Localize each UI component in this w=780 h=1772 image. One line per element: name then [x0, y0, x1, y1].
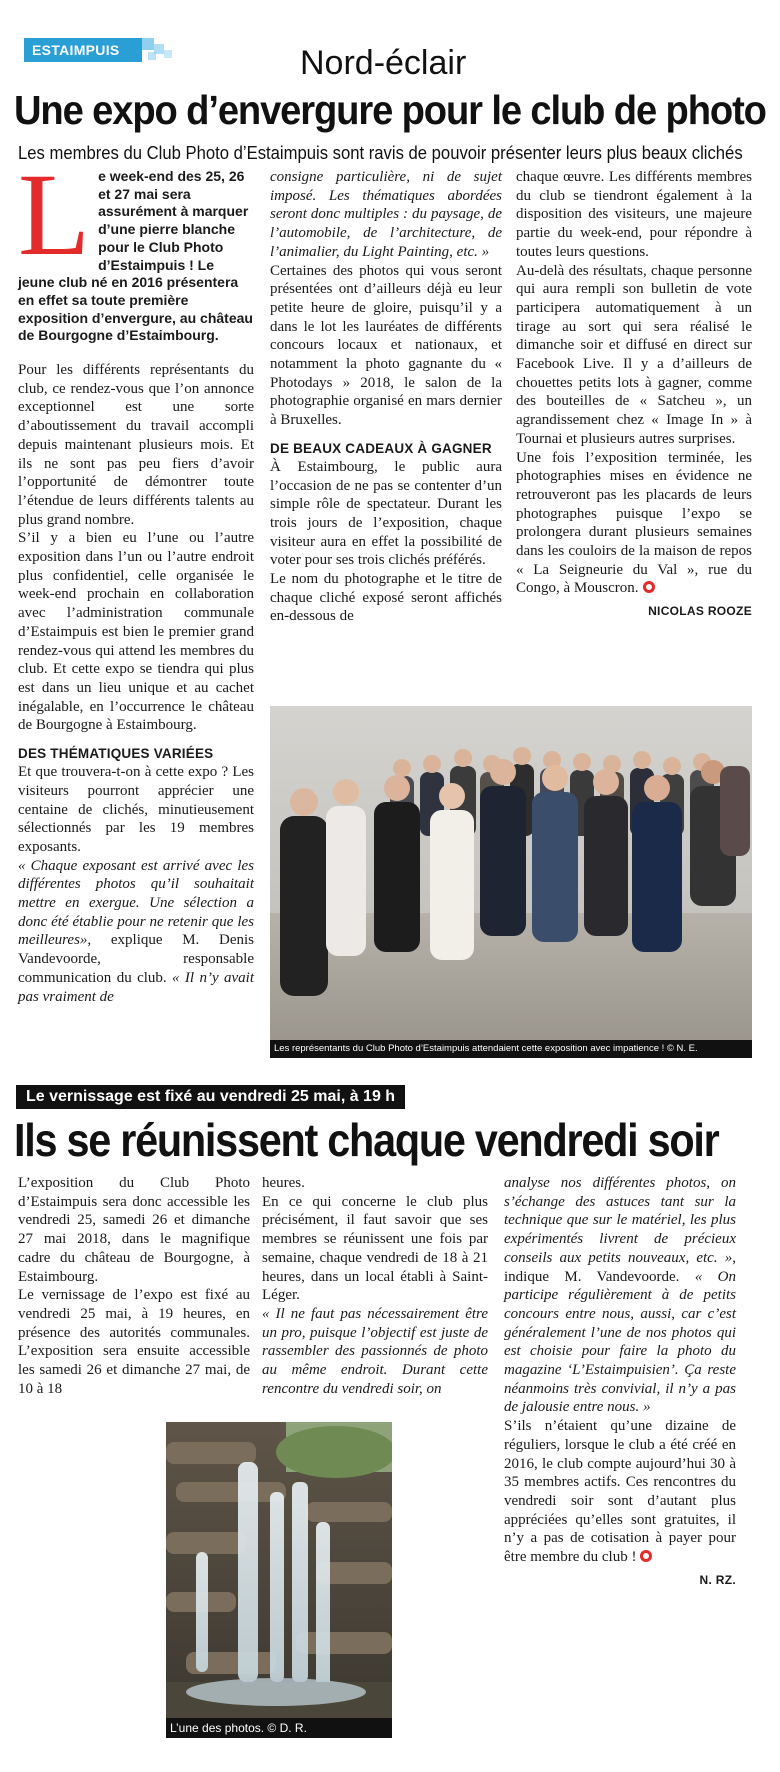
drop-cap: L	[18, 149, 91, 280]
article1-paragraph: chaque œuvre. Les différents membres du club se tiendront également à la disposition des visiteurs, une majeure partie du week-end, pour répondre à toutes leurs questions.	[516, 169, 752, 260]
article2-byline: N. RZ.	[699, 1572, 736, 1587]
article2-paragraph: En ce qui concerne le club plus précisément, il faut savoir que ses membres se réunissent une fois par semaine, chaque vendredi de 18 à 21 heures, dans un local établi à Saint-Léger.	[262, 1193, 488, 1304]
article2-paragraph: L’exposition du Club Photo d’Estaimpuis sera donc accessible les vendredi 25, samedi 26 et dimanche 27 mai 2018, dans le magnifique cadre du château de Bourgogne, à Estaimbourg.	[18, 1175, 250, 1285]
club-photo-caption: Les représentants du Club Photo d’Estaimpuis attendaient cette exposition avec impatience ! © N. E.	[270, 1040, 752, 1058]
waterfall-photo	[166, 1422, 392, 1718]
article2-column-2	[262, 1174, 488, 1398]
article1-paragraph: Pour les différents représentants du club, ce rendez-vous que l’on annonce exceptionnel est une sorte d’aboutissement du travail accompli depuis maintenant plusieurs mois. Et ils ne sont pas peu fiers d’avoir l’opportunité de démontrer toute l’étendue de leurs différents talents au plus grand nombre.	[18, 362, 254, 528]
article1-paragraph: S’il y a bien eu l’une ou l’autre exposition dans l’un ou l’autre endroit plus confidentiel, celle organisée le week-end prochain en collaboration avec l’administration communale d’Estaimpuis est bien le premier grand rendez-vous qui attend les membres du club. Et cette expo se tiendra qui plus est dans un lieu unique et au cachet inégalable, en l’occurrence le château de Bourgogne à Estaimbourg.	[18, 530, 254, 734]
article2-column-1	[18, 1174, 250, 1398]
article1-column-2	[270, 168, 502, 626]
article2-paragraph-text: S’ils n’étaient qu’une dizaine de réguliers, lorsque le club a été créé en 2016, le club compte aujourd’hui 30 à 35 membres actifs. Ces rencontres du vendredi soir sont d’autant plus appréciées qu’elles sont gratuites, il n’y a pas de cotisation à payer pour être membre du club !	[504, 1418, 736, 1566]
article2-paragraph: heures.	[262, 1175, 305, 1191]
newspaper-name: Nord-éclair	[300, 44, 467, 82]
end-mark-icon	[640, 1550, 652, 1562]
article2-headline: Ils se réunissent chaque vendredi soir	[14, 1114, 719, 1166]
section-tag-label: ESTAIMPUIS	[24, 38, 142, 62]
quote-text: consigne particulière, ni de sujet imposé. Les thématiques abordées seront donc multiples : du paysage, de l’automobile, de l’architecture, de l’animalier, du Light Painting, etc. »	[270, 169, 502, 260]
article1-subhead: Les membres du Club Photo d’Estaimpuis sont ravis de pouvoir présenter leurs plus beaux clichés	[18, 142, 743, 163]
article1-paragraph: Et que trouvera-t-on à cette expo ? Les visiteurs pourront apprécier une centaine de clichés, minutieusement sélectionnés par les 19 membres exposants.	[18, 764, 254, 855]
quote-attribution: indique M. Vandevoorde.	[504, 1268, 680, 1285]
article2-paragraph: Le vernissage de l’expo est fixé au vendredi 25 mai, à 19 heures, en présence des autorités communales. L’exposition sera ensuite accessible les samedi 26 et dimanche 27 mai, de 10 à 18	[18, 1287, 250, 1397]
article1-column-1	[18, 149, 255, 1006]
article1-headline: Une expo d’envergure pour le club de photo	[14, 87, 766, 133]
quote-text: « Il ne faut pas nécessairement être un pro, puisque l’objectif est juste de rassembler des passionnés de photo au même endroit. Durant cette rencontre du vendredi soir, on	[262, 1305, 488, 1397]
tag-decoration	[142, 38, 154, 50]
article1-subtitle: DES THÉMATIQUES VARIÉES	[18, 746, 214, 762]
article1-paragraph: Certaines des photos qui vous seront présentées ont d’ailleurs déjà eu leur petite heure de gloire, puisqu’il y a dans le lot les lauréates de différents concours locaux et nationaux, et notamment la photo gagnante du « Photodays » 2018, le salon de la photographie organisé en mars dernier à Bruxelles.	[270, 262, 502, 429]
quote-text: analyse nos différentes photos, on s’échange des astuces tant sur la technique que sur le matériel, les plus expérimentés livrent de précieux conseils aux petits nouveaux, etc. »,	[504, 1175, 736, 1266]
quote-attribution: explique M. Denis Vandevoorde, responsable communication du club.	[18, 932, 254, 986]
article1-paragraph: Au-delà des résultats, chaque personne qui aura rempli son bulletin de vote participera automatiquement à un tirage au sort qui sera réalisé le dimanche soir et diffusé en direct sur Facebook Live. Il y a d’ailleurs de chouettes petits lots à gagner, comme des bouteilles de « Satcheu », un agrandissement chez « Image In » à Tournai et plusieurs autres surprises.	[516, 262, 752, 447]
article1-paragraph: Le nom du photographe et le titre de chaque cliché exposé seront affichés en-dessous de	[270, 571, 502, 625]
article1-paragraph-text: Une fois l’exposition terminée, les photographies mises en évidence ne retrouveront pas les placards de leurs photographes puisque l’expo se prolongera durant plusieurs semaines dans les couloirs de la maison de repos « La Seigneurie du Val », rue du Congo, à Mouscron.	[516, 449, 752, 597]
section-tag	[24, 38, 180, 62]
quote-text: « Chaque exposant est arrivé avec les différentes photos qu’il souhaitait mettre en exergue. Une sélection a donc été établie pour ne retenir que les meilleures»,	[18, 857, 254, 949]
group-figures	[270, 706, 752, 1040]
waterfall-illustration	[166, 1422, 392, 1718]
article1-byline: NICOLAS ROOZE	[648, 604, 752, 619]
tag-decoration	[148, 52, 156, 60]
article1-column-3	[516, 168, 752, 621]
article2-banner: Le vernissage est fixé au vendredi 25 mai, à 19 h	[16, 1085, 405, 1109]
article1-paragraph: À Estaimbourg, le public aura l’occasion de ne pas se contenter d’un simple rôle de spectateur. Durant les trois jours de l’exposition, chaque visiteur aura en effet la possibilité de voter pour ses trois clichés préférés.	[270, 458, 502, 569]
article2-column-3	[504, 1174, 736, 1589]
club-group-photo	[270, 706, 752, 1040]
article1-paragraph	[18, 857, 254, 1007]
article1-lead: e week-end des 25, 26 et 27 mai sera assurément à marquer d’une pierre blanche pour le Club Photo d’Estaimpuis ! Le jeune club né en 2016 présentera en effet sa toute première exposition d’envergure, au château de Bourgogne d’Estaimbourg.	[18, 168, 253, 344]
waterfall-photo-caption: L’une des photos. © D. R.	[166, 1718, 392, 1738]
quote-text: « On participe régulièrement à de petits concours entre nous, aussi, car c’est généralement l’une de nos photos qui est choisie pour faire la photo du magazine ‘L’Estaimpuisien’. Ça reste néanmoins très convivial, il n’y a pas de jalousie entre nous. »	[504, 1268, 737, 1416]
end-mark-icon	[643, 581, 655, 593]
article2-paragraph	[504, 1417, 736, 1567]
tag-decoration	[164, 50, 172, 58]
quote-text: « Il n’y avait pas vraiment de	[18, 969, 255, 1005]
article1-subtitle: DE BEAUX CADEAUX À GAGNER	[270, 440, 492, 456]
article2-paragraph	[504, 1174, 736, 1417]
article1-paragraph	[516, 449, 752, 599]
